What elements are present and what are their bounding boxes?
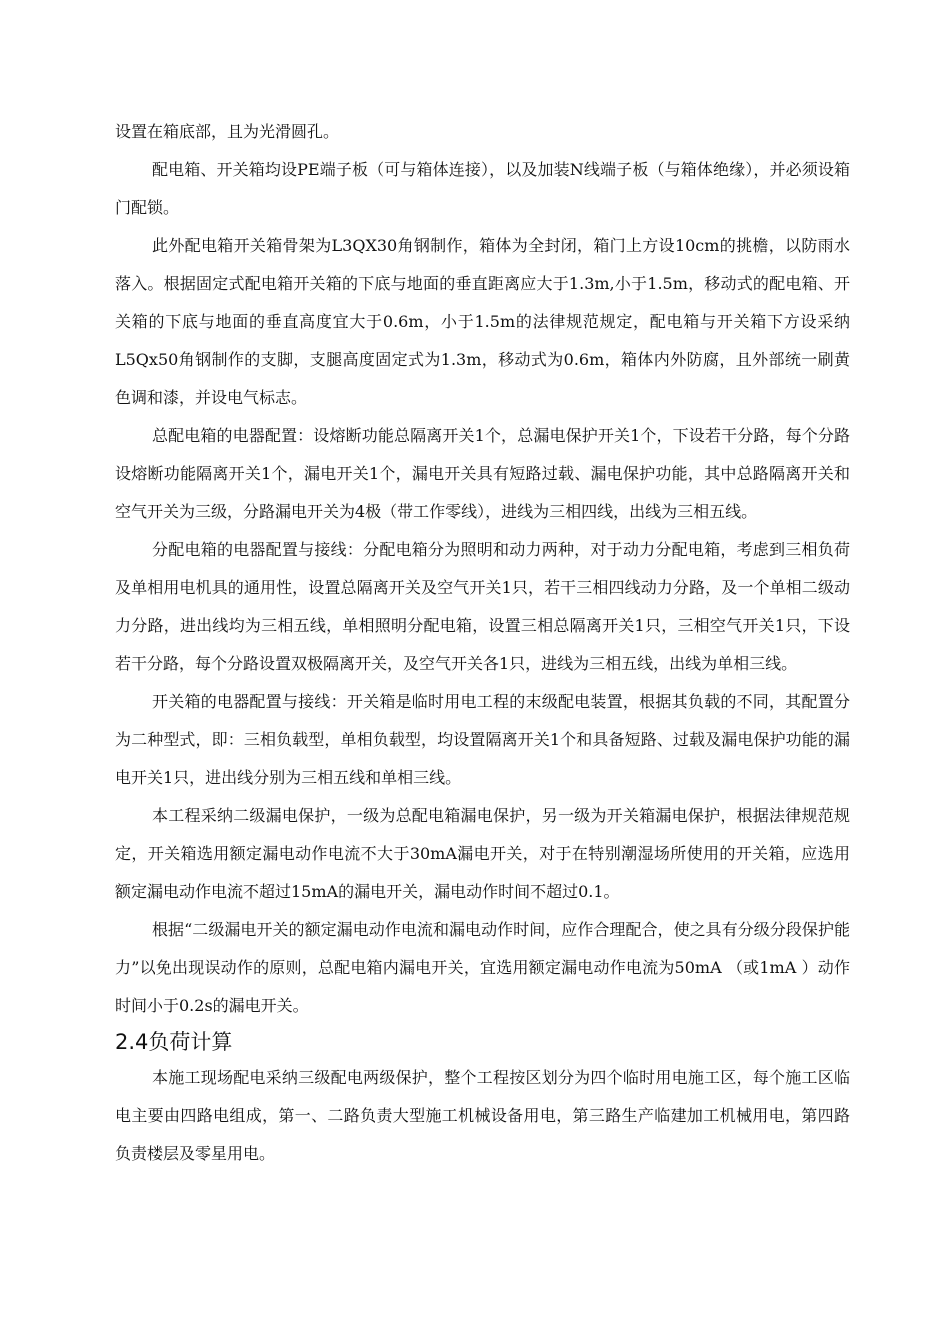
- paragraph-switch-box-config: 开关箱的电器配置与接线：开关箱是临时用电工程的末级配电装置，根据其负载的不同，其配置分为二种型式，即：三相负载型，单相负载型，均设置隔离开关1个和具备短路、过载及漏电保护功能的漏电开关1只，进出线分别为三相五线和单相三线。: [115, 692, 850, 787]
- paragraph-box-frame: 此外配电箱开关箱骨架为L3QX30角钢制作，箱体为全封闭，箱门上方设10cm的挑檐，以防雨水落入。根据固定式配电箱开关箱的下底与地面的垂直距离应大于1.3m,小于1.5m，移动式的配电箱、开关箱的下底与地面的垂直高度宜大于0.6m，小于1.5m的法律规范规定，配电箱与开关箱下方设采纳L5Qx50角钢制作的支脚，支腿高度固定式为1.3m，移动式为0.6m，箱体内外防腐，且外部统一刷黄色调和漆，并设电气标志。: [115, 236, 850, 407]
- paragraph-main-box-config: 总配电箱的电器配置：设熔断功能总隔离开关1个，总漏电保护开关1个，下设若干分路，每个分路设熔断功能隔离开关1个，漏电开关1个，漏电开关具有短路过载、漏电保护功能，其中总路隔离开关和空气开关为三级，分路漏电开关为4极（带工作零线），进线为三相四线，出线为三相五线。: [115, 426, 850, 521]
- paragraph-terminal-boards: 配电箱、开关箱均设PE端子板（可与箱体连接），以及加装N线端子板（与箱体绝缘），并必须设箱门配锁。: [115, 160, 850, 217]
- paragraph-continuation: 设置在箱底部，且为光滑圆孔。: [115, 122, 340, 141]
- paragraph-load-calculation: 本施工现场配电采纳三级配电两级保护，整个工程按区划分为四个临时用电施工区，每个施工区临电主要由四路电组成，第一、二路负责大型施工机械设备用电，第三路生产临建加工机械用电，第四路负责楼层及零星用电。: [115, 1068, 850, 1163]
- section-heading: 2.4负荷计算: [115, 1030, 233, 1054]
- paragraph-leakage-coordination: 根据“二级漏电开关的额定漏电动作电流和漏电动作时间，应作合理配合，使之具有分级分段保护能力”以免出现误动作的原则，总配电箱内漏电开关，宜选用额定漏电动作电流为50mA （或1mA ）动作时间小于0.2s的漏电开关。: [115, 920, 850, 1015]
- document-body: [115, 113, 850, 1173]
- paragraph-leakage-protection: 本工程采纳二级漏电保护，一级为总配电箱漏电保护，另一级为开关箱漏电保护，根据法律规范规定，开关箱选用额定漏电动作电流不大于30mA漏电开关，对于在特别潮湿场所使用的开关箱，应选用额定漏电动作电流不超过15mA的漏电开关，漏电动作时间不超过0.1。: [115, 806, 850, 901]
- paragraph-sub-box-config: 分配电箱的电器配置与接线：分配电箱分为照明和动力两种，对于动力分配电箱，考虑到三相负荷及单相用电机具的通用性，设置总隔离开关及空气开关1只，若干三相四线动力分路，及一个单相二级动力分路，进出线均为三相五线，单相照明分配电箱，设置三相总隔离开关1只，三相空气开关1只，下设若干分路，每个分路设置双极隔离开关，及空气开关各1只，进线为三相五线，出线为单相三线。: [115, 540, 850, 673]
